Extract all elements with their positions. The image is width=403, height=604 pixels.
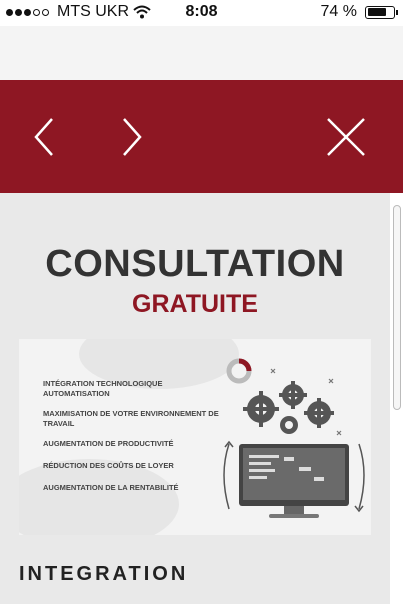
benefit-item: AUGMENTATION DE PRODUCTIVITÉ — [43, 439, 174, 448]
gears-monitor-illustration — [209, 349, 369, 529]
consultation-banner — [19, 339, 371, 535]
page-title: CONSULTATION — [45, 243, 345, 285]
overlay-nav-bar — [0, 80, 403, 193]
benefit-item: RÉDUCTION DES COÛTS DE LOYER — [43, 461, 174, 470]
benefits-list — [43, 379, 223, 505]
content-panel — [0, 193, 390, 604]
benefit-item: MAXIMISATION DE VOTRE ENVIRONNEMENT DE TRAVAIL — [43, 409, 219, 428]
previous-button[interactable] — [17, 110, 71, 164]
page-header-background — [0, 26, 403, 80]
chevron-left-icon — [32, 117, 56, 157]
next-button[interactable] — [105, 110, 159, 164]
status-bar — [0, 0, 403, 26]
benefit-item: INTÉGRATION TECHNOLOGIQUE AUTOMATISATION — [43, 379, 163, 398]
clock: 8:08 — [185, 3, 218, 20]
benefit-item: AUGMENTATION DE LA RENTABILITÉ — [43, 483, 179, 492]
scrollbar[interactable] — [393, 205, 401, 410]
section-title: INTEGRATION — [19, 563, 189, 585]
status-right — [321, 3, 395, 21]
battery-percent: 74 % — [320, 3, 357, 20]
close-button[interactable] — [319, 110, 373, 164]
close-icon — [326, 117, 366, 157]
carrier-name: MTS UKR — [57, 3, 129, 20]
page-subtitle: GRATUITE — [132, 290, 258, 318]
battery-icon — [365, 6, 395, 19]
chevron-right-icon — [120, 117, 144, 157]
